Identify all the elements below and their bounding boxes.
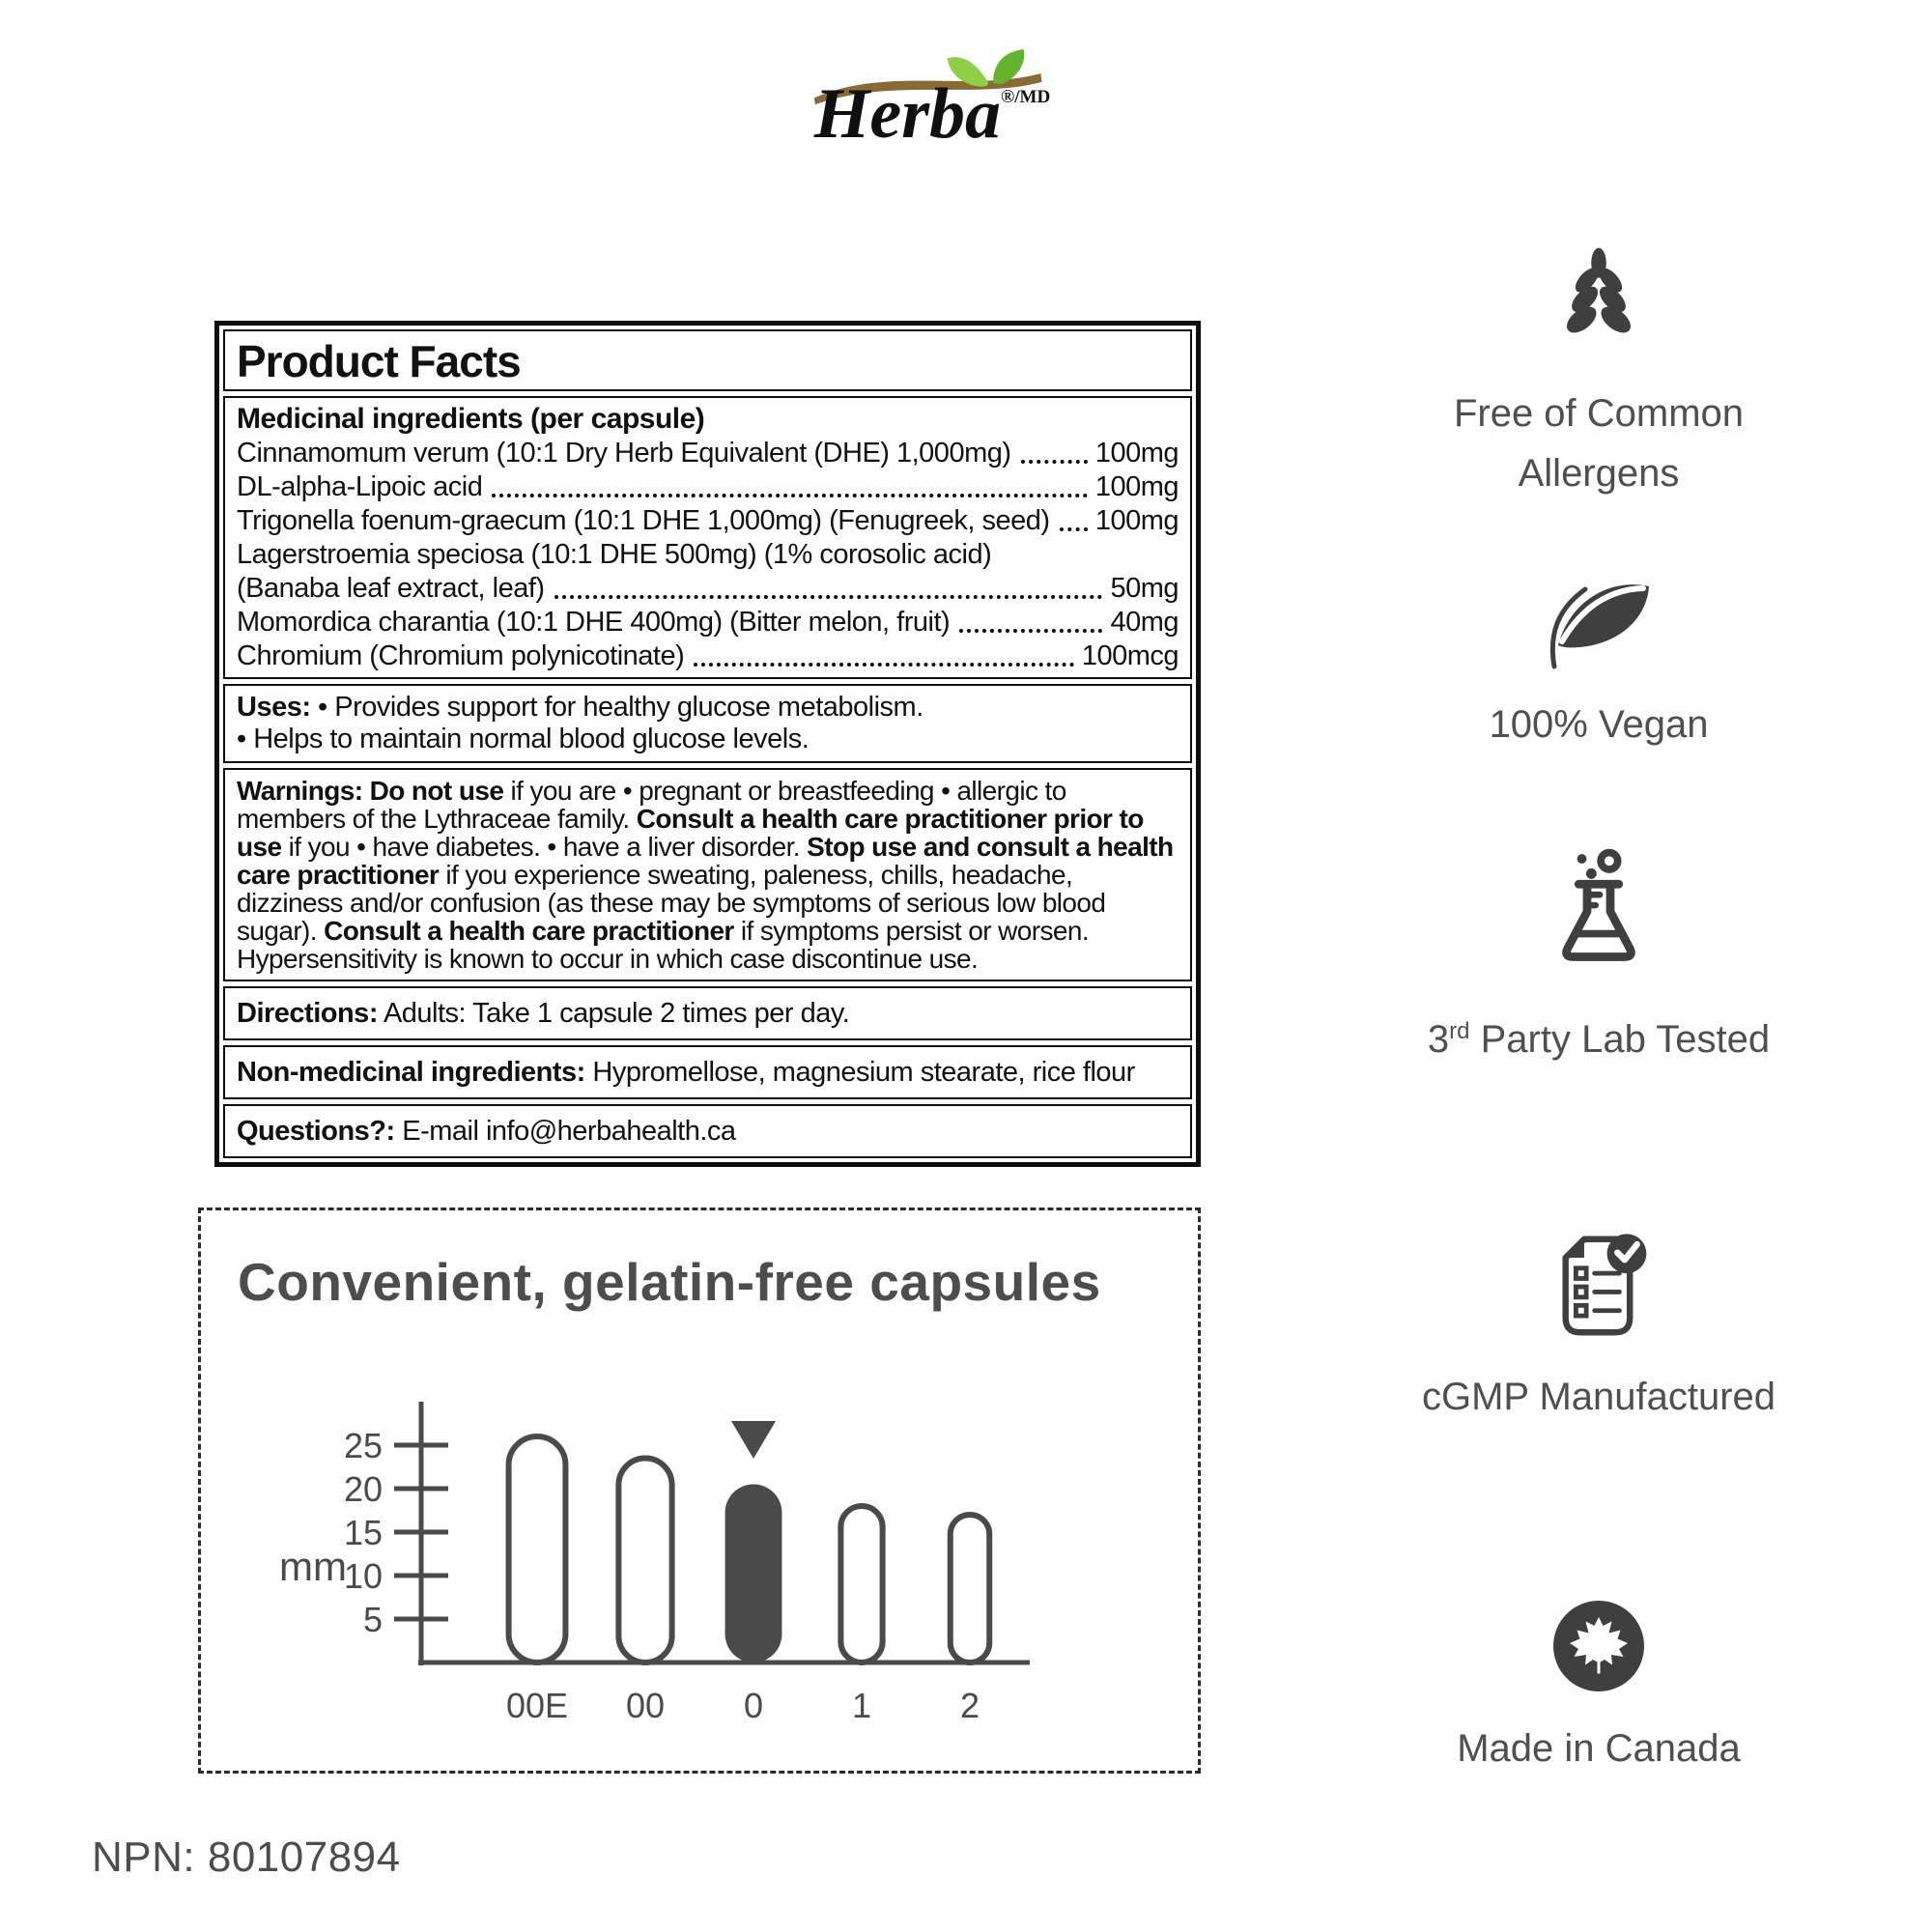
capsule-panel-title: Convenient, gelatin-free capsules (238, 1252, 1101, 1312)
ingredient-amount: 50mg (1110, 573, 1179, 605)
badge-label: 3rd Party Lab Tested (1427, 1018, 1771, 1061)
badge-cgmp (1348, 1229, 1850, 1427)
y-tick-label: 15 (343, 1513, 383, 1552)
ingredient-amount: 100mg (1094, 505, 1179, 537)
dotted-leader (554, 595, 1103, 599)
ingredient-row (237, 470, 1179, 504)
capsule-size-00 (618, 1459, 671, 1663)
ingredient-name: (Banaba leaf extract, leaf) (237, 573, 545, 605)
ingredient-name: Chromium (Chromium polynicotinate) (237, 640, 685, 672)
badge-vegan (1348, 574, 1850, 754)
dotted-leader (959, 629, 1102, 633)
logo-wordmark (768, 74, 1096, 154)
medicinal-ingredients-section (223, 396, 1192, 679)
ingredient-name: DL-alpha-Lipoic acid (237, 471, 483, 503)
ingredient-amount: 100mg (1094, 438, 1179, 469)
maple-leaf-icon (1550, 1598, 1647, 1694)
capsule-size-00E (509, 1436, 566, 1662)
dotted-leader (1060, 527, 1088, 531)
dotted-leader (492, 494, 1087, 497)
ingredient-amount: 100mcg (1081, 640, 1179, 672)
capsule-size-panel (198, 1208, 1201, 1774)
leaf-icon (1541, 574, 1657, 670)
uses-section (223, 684, 1192, 763)
badge-label: Made in Canada (1457, 1727, 1741, 1770)
y-axis-unit-label: mm (279, 1544, 347, 1589)
badge-label: cGMP Manufactured (1421, 1376, 1776, 1418)
dotted-leader (1021, 460, 1088, 464)
capsule-size-1 (840, 1506, 882, 1662)
highlight-triangle-marker (731, 1421, 776, 1459)
ingredient-name: Cinnamomum verum (10:1 Dry Herb Equivalent (DHE) 1,000mg) (237, 438, 1011, 469)
capsule-size-0 (725, 1485, 782, 1663)
badge-label: 100% Vegan (1489, 703, 1709, 746)
x-category-label: 1 (851, 1686, 872, 1725)
medicinal-ingredients-list (237, 437, 1179, 673)
ingredient-row (237, 639, 1179, 673)
y-tick-label: 25 (343, 1426, 383, 1465)
flask-icon (1541, 846, 1657, 985)
x-category-label: 0 (743, 1686, 764, 1725)
non-medicinal-section: Non-medicinal ingredients: Hypromellose, magnesium stearate, rice flour (223, 1045, 1192, 1099)
capsule-size-chart (257, 1373, 1059, 1754)
questions-section: Questions?: E-mail info@herbahealth.ca (223, 1104, 1192, 1158)
dotted-leader (694, 663, 1074, 667)
ingredient-name: Lagerstroemia speciosa (10:1 DHE 500mg) (1% corosolic acid) (237, 539, 992, 571)
uses-line: Uses: • Provides support for healthy glucose metabolism. (237, 692, 923, 724)
brand-logo (768, 46, 1096, 153)
directions-section: Directions: Adults: Take 1 capsule 2 times per day. (223, 986, 1192, 1040)
y-tick-label: 20 (343, 1469, 383, 1509)
ingredient-row (237, 437, 1179, 470)
ingredient-amount: 100mg (1094, 471, 1179, 503)
badge-lab-tested (1348, 846, 1850, 1069)
badge-label: Free of Common Allergens (1453, 392, 1745, 495)
ingredient-row (237, 504, 1179, 538)
badge-free-of-allergens (1348, 242, 1850, 503)
npn-number: NPN: 80107894 (92, 1833, 401, 1881)
facts-title-section (223, 329, 1192, 391)
ingredient-row (237, 572, 1179, 606)
medicinal-heading: Medicinal ingredients (per capsule) (237, 403, 705, 436)
ingredient-name: Trigonella foenum-graecum (10:1 DHE 1,000mg) (Fenugreek, seed) (237, 505, 1050, 537)
ingredient-name: Momordica charantia (10:1 DHE 400mg) (Bitter melon, fruit) (237, 607, 951, 639)
y-tick-label: 5 (362, 1600, 383, 1639)
ingredient-amount: 40mg (1110, 607, 1179, 639)
y-tick-label: 10 (343, 1556, 383, 1596)
ingredient-row (237, 606, 1179, 639)
capsule-size-2 (951, 1515, 989, 1662)
wheat-icon (1545, 242, 1653, 359)
logo-trademark: ®/MD (1001, 87, 1051, 107)
x-category-label: 00E (505, 1686, 569, 1725)
product-facts-panel (214, 321, 1201, 1167)
badge-made-in-canada (1348, 1598, 1850, 1778)
uses-line: • Helps to maintain normal blood glucose levels. (237, 724, 810, 755)
logo-text: Herba (813, 74, 1002, 154)
x-category-label: 00 (625, 1686, 666, 1725)
x-category-label: 2 (959, 1686, 980, 1725)
ingredient-row (237, 538, 1179, 572)
warnings-section: Warnings: Do not use if you are • pregnant or breastfeeding • allergic to members of the Lythraceae family. Consult a health care practitioner prior to use if you • have diabetes. • have a liver disorder. Stop use and consult a health care practitioner if you experience sweating, paleness, chills, headache, dizziness and/or confusion (as these may be symptoms of serious low blood sugar). Consult a health care practitioner if symptoms persist or worsen. Hypersensitivity is known to occur in which case discontinue use. (223, 768, 1192, 981)
checklist-icon (1542, 1229, 1656, 1343)
facts-title: Product Facts (237, 336, 521, 386)
